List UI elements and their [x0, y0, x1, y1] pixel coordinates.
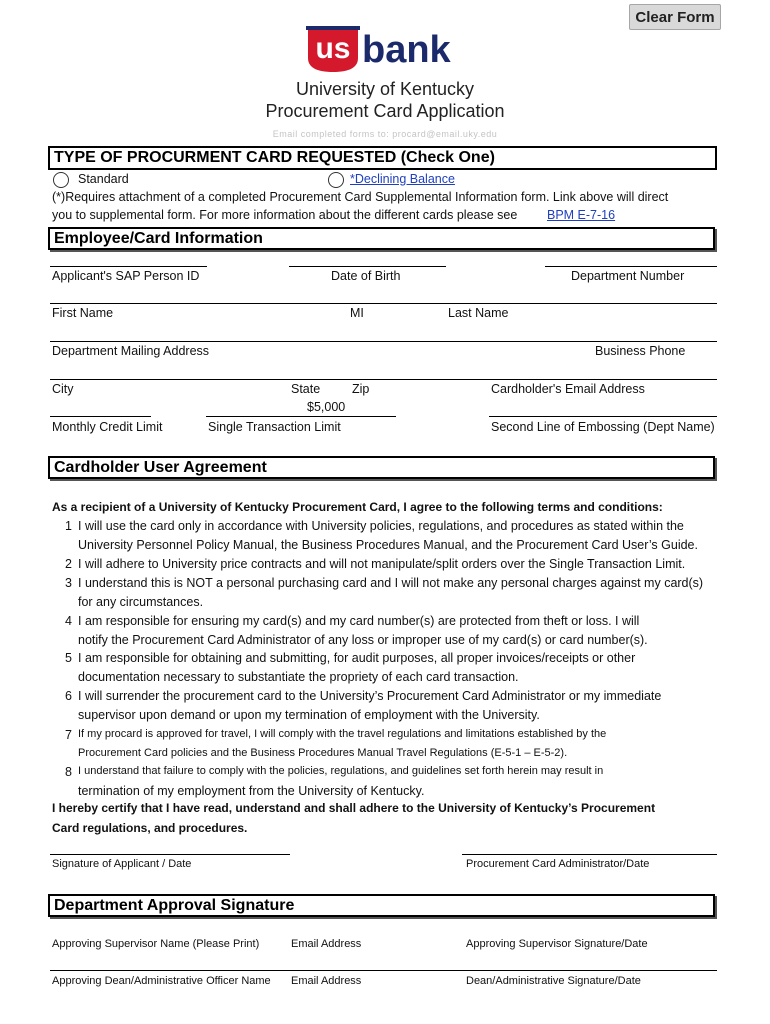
logo-bank: bank: [362, 29, 451, 71]
agreement-item-line2: for any circumstances.: [78, 595, 204, 609]
agreement-item-line2: termination of my employment from the University of Kentucky.: [78, 784, 425, 798]
certify-line1: I hereby certify that I have read, understand and shall adhere to the University of Kentucky’s Procurement: [52, 801, 656, 815]
agreement-intro: As a recipient of a University of Kentucky Procurement Card, I agree to the following terms and conditions:: [52, 500, 663, 514]
field-admin-signature[interactable]: [462, 854, 717, 855]
field-monthly-limit[interactable]: [50, 416, 151, 417]
section-approval-title: Department Approval Signature: [54, 896, 295, 914]
label-city: City: [52, 382, 74, 396]
logo-us: us: [315, 32, 351, 65]
clear-form-button[interactable]: Clear Form: [629, 4, 721, 30]
section-agreement: [48, 456, 715, 479]
agreement-item-number: 6: [65, 689, 72, 703]
agreement-item-number: 2: [65, 557, 72, 571]
section-card-type-title: TYPE OF PROCURMENT CARD REQUESTED (Check One): [54, 149, 495, 166]
field-dept-number[interactable]: [545, 266, 717, 267]
field-sap-id[interactable]: [50, 266, 207, 267]
label-state: State: [291, 382, 321, 396]
radio-declining-balance[interactable]: [328, 172, 344, 188]
field-name-row[interactable]: [50, 303, 717, 304]
label-email-2: Email Address: [291, 975, 362, 987]
agreement-item-line1: I will adhere to University price contracts and will not manipulate/split orders over the Single Transaction Limit.: [78, 557, 686, 571]
label-cardholder-email: Cardholder's Email Address: [491, 382, 645, 396]
single-limit-value: $5,000: [307, 400, 346, 414]
field-dob[interactable]: [289, 266, 446, 267]
label-standard: Standard: [78, 172, 129, 186]
label-applicant-signature: Signature of Applicant / Date: [52, 858, 192, 870]
link-bpm[interactable]: BPM E-7-16: [547, 208, 616, 222]
label-mailing-address: Department Mailing Address: [52, 344, 210, 358]
label-zip: Zip: [352, 382, 370, 396]
agreement-item-number: 3: [65, 576, 72, 590]
agreement-item-line1: I will surrender the procurement card to the University’s Procurement Card Administrator or my immediate: [78, 689, 662, 703]
agreement-item-line1: I am responsible for obtaining and submitting, for audit purposes, all proper invoices/receipts or other: [78, 651, 636, 665]
label-dept-number: Department Number: [571, 269, 685, 283]
field-dean-row[interactable]: [50, 970, 717, 971]
label-supervisor-signature: Approving Supervisor Signature/Date: [466, 938, 648, 950]
label-dob: Date of Birth: [331, 269, 401, 283]
type-note-line1: (*)Requires attachment of a completed Procurement Card Supplemental Information form. Link above will direct: [52, 190, 669, 204]
field-single-limit[interactable]: [206, 416, 396, 417]
agreement-item-line1: I understand this is NOT a personal purchasing card and I will not make any personal charges against my card(s): [78, 576, 704, 590]
section-approval: [48, 894, 715, 917]
agreement-item-line2: supervisor upon demand or upon my termination of employment with the University.: [78, 708, 540, 722]
section-employee: [48, 227, 715, 250]
agreement-item-number: 1: [65, 519, 72, 533]
agreement-item-line2: University Personnel Policy Manual, the Business Procedures Manual, and the Procurement Card User’s Guide.: [78, 538, 698, 552]
agreement-item-number: 7: [65, 728, 72, 742]
certify-line2: Card regulations, and procedures.: [52, 821, 248, 835]
label-single-limit: Single Transaction Limit: [208, 420, 341, 434]
agreement-item-line1: I will use the card only in accordance with University policies, regulations, and procedures as stated within the: [78, 519, 684, 533]
label-admin-signature: Procurement Card Administrator/Date: [466, 858, 650, 870]
field-embossing[interactable]: [489, 416, 717, 417]
agreement-item-line1: If my procard is approved for travel, I will comply with the travel regulations and limitations established by the: [78, 728, 607, 740]
header-email-note: Email completed forms to: procard@email.uky.edu: [272, 129, 498, 139]
label-dean-signature: Dean/Administrative Signature/Date: [466, 975, 641, 987]
link-declining-balance[interactable]: *Declining Balance: [350, 172, 455, 186]
label-mi: MI: [350, 306, 364, 320]
label-sap-id: Applicant's SAP Person ID: [52, 269, 200, 283]
agreement-item-line2: notify the Procurement Card Administrator of any loss or improper use of my card(s) or card number(s).: [78, 633, 648, 647]
field-city-row[interactable]: [50, 379, 717, 380]
agreement-item-number: 5: [65, 651, 72, 665]
label-email-1: Email Address: [291, 938, 362, 950]
agreement-item-line2: documentation necessary to substantiate the propriety of each card transaction.: [78, 670, 519, 684]
type-note-line2: you to supplemental form. For more information about the different cards please see: [52, 208, 518, 222]
agreement-item-number: 8: [65, 765, 72, 779]
agreement-item-number: 4: [65, 614, 72, 628]
section-agreement-title: Cardholder User Agreement: [54, 458, 267, 476]
label-business-phone: Business Phone: [595, 344, 686, 358]
agreement-item-line1: I understand that failure to comply with the policies, regulations, and guidelines set forth herein may result in: [78, 765, 604, 777]
section-employee-title: Employee/Card Information: [54, 229, 263, 247]
radio-standard[interactable]: [53, 172, 69, 188]
label-supervisor-name: Approving Supervisor Name (Please Print): [52, 938, 260, 950]
agreement-item-line1: I am responsible for ensuring my card(s) and my card number(s) are protected from theft or loss. I will: [78, 614, 640, 628]
label-first-name: First Name: [52, 306, 114, 320]
label-embossing: Second Line of Embossing (Dept Name): [491, 420, 715, 434]
section-card-type: [48, 146, 717, 170]
usbank-logo: [306, 24, 484, 74]
header-form-title: Procurement Card Application: [265, 101, 505, 121]
label-last-name: Last Name: [448, 306, 509, 320]
label-monthly-limit: Monthly Credit Limit: [52, 420, 163, 434]
agreement-item-line2: Procurement Card policies and the Business Procedures Manual Travel Regulations (E-5-1 – E-5-2).: [78, 747, 568, 759]
label-dean-name: Approving Dean/Administrative Officer Name: [52, 975, 271, 987]
field-applicant-signature[interactable]: [50, 854, 290, 855]
field-address-row[interactable]: [50, 341, 717, 342]
header-university: University of Kentucky: [295, 79, 475, 99]
